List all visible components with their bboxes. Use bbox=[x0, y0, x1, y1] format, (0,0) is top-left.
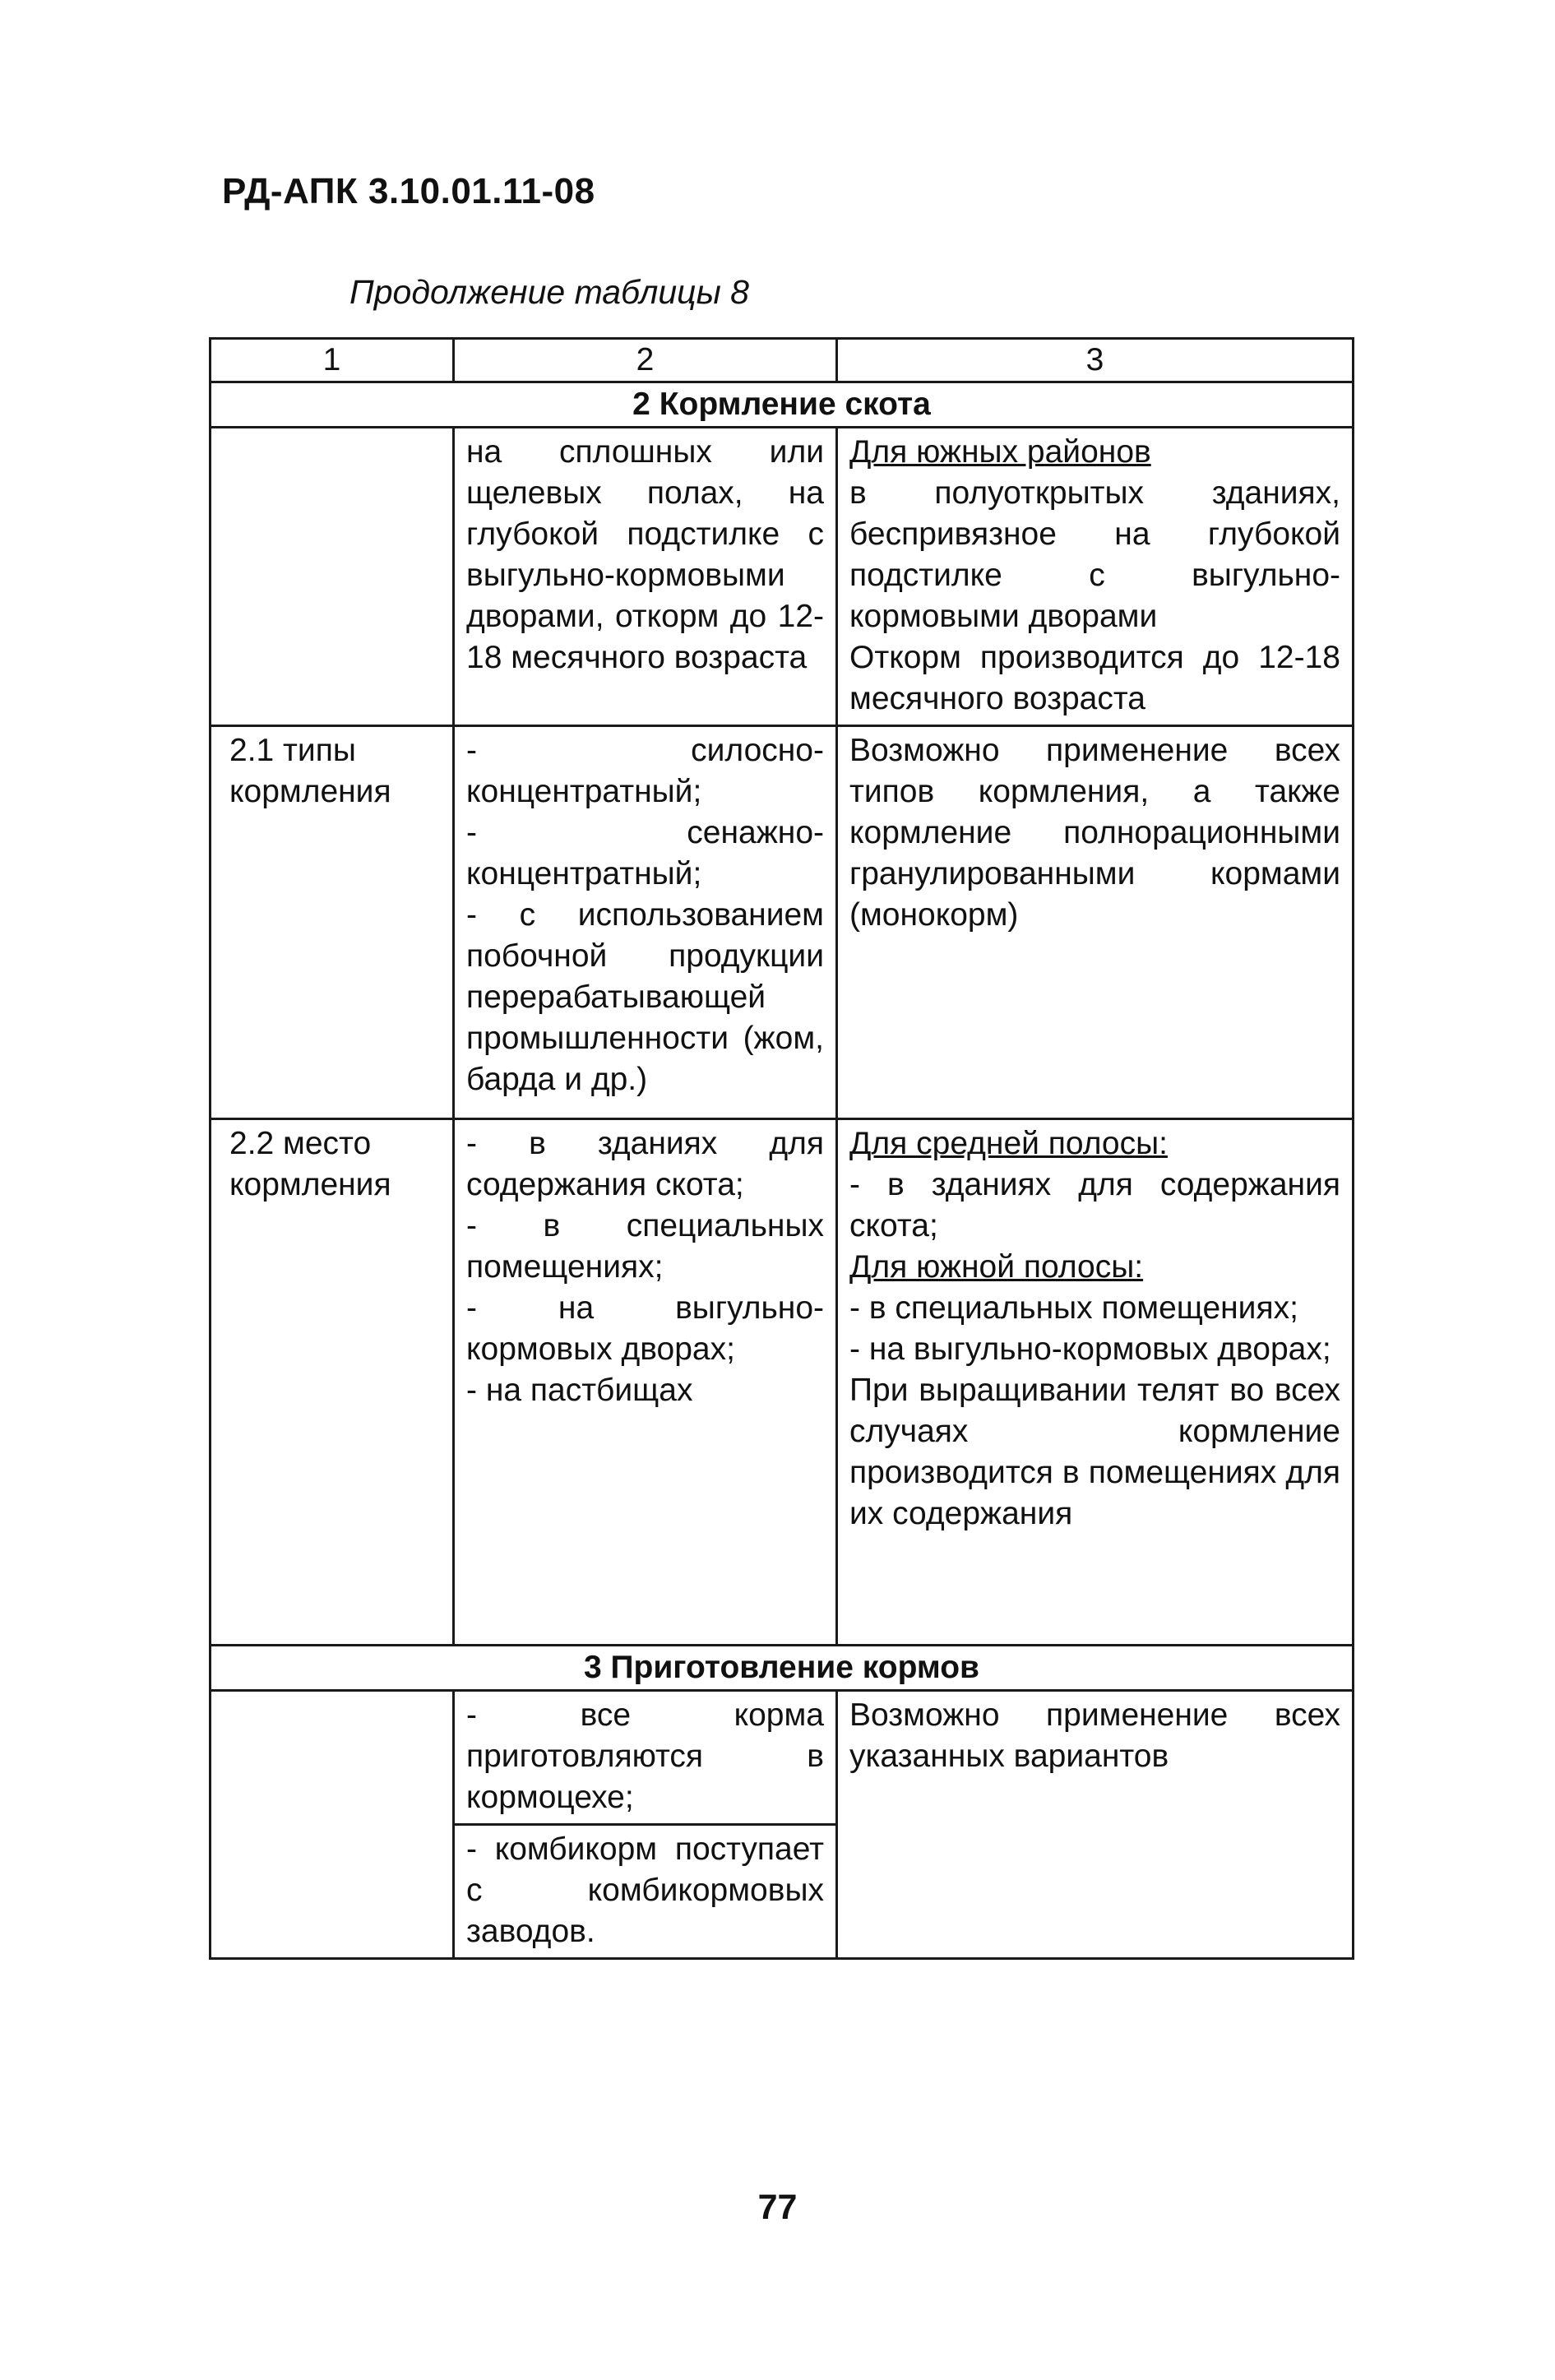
fattening-age-text: Откорм производится до 12-18 месячного возраста bbox=[849, 640, 1340, 716]
calves-note: При выращивании телят во всех случаях кормление производится в помещениях для их содержания bbox=[849, 1373, 1340, 1531]
row-2-2-col3 bbox=[837, 1119, 1354, 1646]
row-2-2-label: 2.2 место кормления bbox=[211, 1119, 454, 1646]
south-regions-heading: Для южных районов bbox=[849, 434, 1151, 470]
list-item: - на выгульно-кормовых дворах; bbox=[849, 1331, 1331, 1367]
row-3-col1 bbox=[211, 1691, 454, 1959]
south-regions-text: в полуоткрытых зданиях, беспривязное на глубокой подстилке с выгульно-кормовыми дворами bbox=[849, 475, 1340, 634]
feed-kitchen-item: - все корма приготовляются в кормоцехе; bbox=[455, 1692, 835, 1826]
document-code: РД-АПК 3.10.01.11-08 bbox=[222, 171, 595, 211]
section-header-row bbox=[211, 382, 1354, 428]
table-row bbox=[211, 726, 1354, 1119]
page-number: 77 bbox=[757, 2188, 798, 2227]
row-3-col3: Возможно применение всех указанных вариантов bbox=[837, 1691, 1354, 1959]
row-intro-col3 bbox=[837, 428, 1354, 726]
table-row bbox=[211, 1691, 1354, 1959]
row-2-2-col2 bbox=[454, 1119, 837, 1646]
row-3-col2 bbox=[454, 1691, 837, 1959]
list-item: - на выгульно-кормовых дворах; bbox=[466, 1290, 824, 1367]
col-number-1: 1 bbox=[211, 339, 454, 382]
table-continuation-caption: Продолжение таблицы 8 bbox=[349, 273, 749, 311]
list-item: - сенажно- концентратный; bbox=[466, 815, 824, 891]
col-number-3: 3 bbox=[837, 339, 1354, 382]
list-item: - в специальных помещениях; bbox=[466, 1208, 824, 1285]
row-2-1-col3: Возможно применение всех типов кормления, а также кормление полнорационными гранулированными кормами (монокорм) bbox=[837, 726, 1354, 1119]
list-item: - в специальных помещениях; bbox=[849, 1290, 1298, 1326]
column-number-row bbox=[211, 339, 1354, 382]
table-row bbox=[211, 428, 1354, 726]
table-row bbox=[211, 1119, 1354, 1646]
row-2-1-label: 2.1 типы кормления bbox=[211, 726, 454, 1119]
list-item: - в зданиях для содержания скота; bbox=[466, 1126, 824, 1202]
row-intro-col2: на сплошных или щелевых полах, на глубокой подстилке с выгульно-кормовыми дворами, откорм до 12-18 месячного возраста bbox=[454, 428, 837, 726]
middle-zone-heading: Для средней полосы: bbox=[849, 1126, 1168, 1161]
row-2-1-col2 bbox=[454, 726, 837, 1119]
list-item: - на пастбищах bbox=[466, 1373, 693, 1408]
list-item: - в зданиях для содержания скота; bbox=[849, 1167, 1340, 1243]
section-header-row bbox=[211, 1646, 1354, 1691]
section-2-title: 2 Кормление скота bbox=[211, 382, 1354, 428]
list-item: - силосно-концентратный; bbox=[466, 733, 824, 809]
section-3-title: 3 Приготовление кормов bbox=[211, 1646, 1354, 1691]
requirements-table bbox=[209, 337, 1354, 1960]
row-intro-col1 bbox=[211, 428, 454, 726]
col-number-2: 2 bbox=[454, 339, 837, 382]
compound-feed-item: - комбикорм поступает с комбикормовых заводов. bbox=[466, 1831, 824, 1949]
list-item: - с использованием побочной продукции перерабатывающей промышленности (жом, барда и др.) bbox=[466, 897, 824, 1097]
south-zone-heading: Для южной полосы: bbox=[849, 1249, 1144, 1285]
